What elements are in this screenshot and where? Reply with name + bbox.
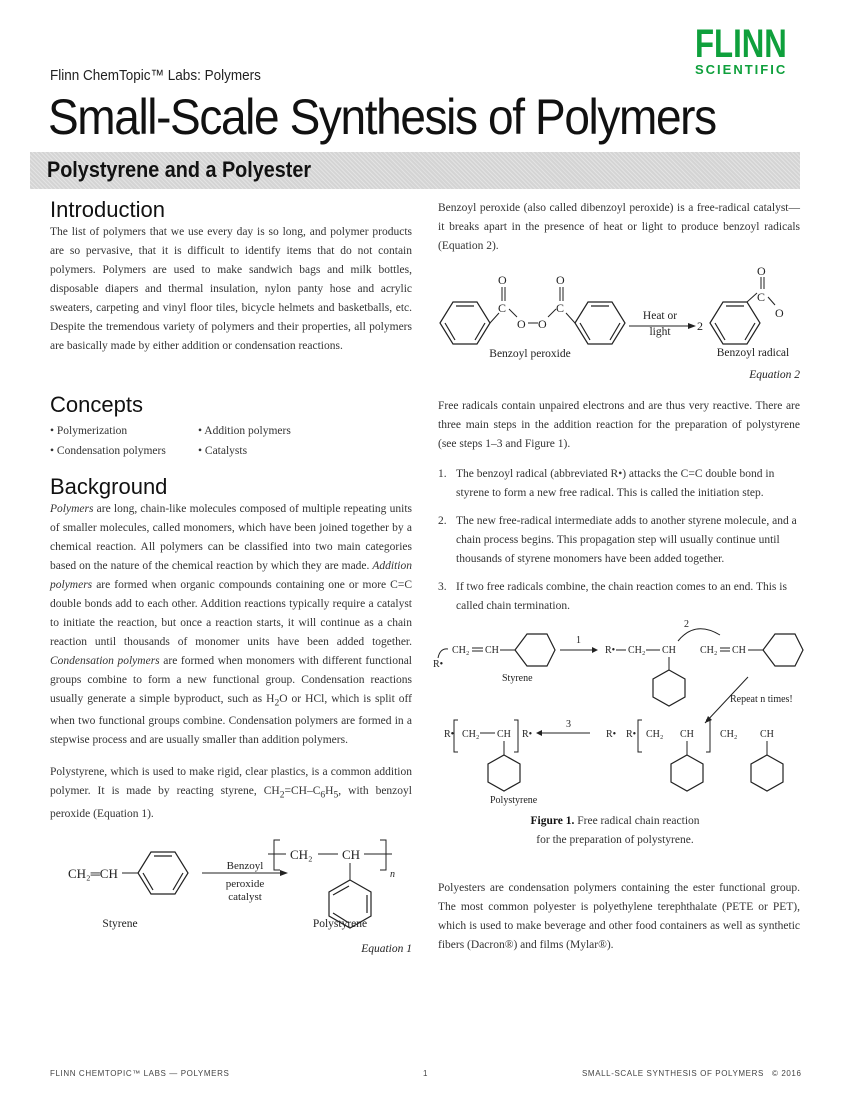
svg-text:Benzoyl: Benzoyl: [226, 860, 264, 872]
benzene-ring-icon: [138, 852, 188, 894]
svg-text:Polystyrene: Polystyrene: [490, 795, 538, 806]
background-section: [50, 474, 413, 824]
svg-text:O: O: [757, 265, 766, 278]
svg-text:CH₂: CH₂: [646, 729, 664, 740]
svg-text:R•: R•: [606, 729, 617, 740]
svg-text:CH₂: CH₂: [290, 847, 313, 862]
page-number: 1: [423, 1069, 429, 1078]
svg-text:CH: CH: [680, 729, 694, 740]
svg-text:CH₂: CH₂: [452, 645, 470, 656]
svg-text:O: O: [517, 317, 526, 331]
svg-text:O: O: [538, 317, 547, 331]
benzene-ring-icon: [515, 634, 555, 666]
page-title: Small-Scale Synthesis of Polymers: [48, 89, 716, 145]
page-subtitle: Polystyrene and a Polyester: [47, 157, 312, 182]
svg-text:CH₂: CH₂: [720, 729, 738, 740]
benzene-ring-icon: [575, 302, 625, 344]
styrene-formula: CH₂═CH: [68, 866, 118, 881]
svg-text:n: n: [390, 869, 395, 880]
svg-text:R•: R•: [444, 729, 455, 740]
right-paragraph-1: Benzoyl peroxide (also called dibenzoyl peroxide) is a free-radical catalyst—it breaks apart in the presence of heat or light to produce benzoyl radicals (Equation 2).: [438, 202, 800, 252]
svg-text:Heat or: Heat or: [642, 310, 678, 322]
svg-text:2: 2: [684, 619, 689, 630]
svg-text:CH: CH: [662, 645, 676, 656]
benzene-ring-icon: [440, 302, 490, 344]
concept-item: • Addition polymers: [198, 425, 291, 437]
svg-text:R•: R•: [605, 645, 616, 656]
svg-text:3: 3: [566, 719, 571, 730]
concepts-section: [50, 392, 412, 461]
introduction-section: [50, 197, 412, 356]
benzene-ring-icon: [751, 755, 783, 791]
benzene-ring-icon: [653, 670, 685, 706]
svg-text:CH: CH: [760, 729, 774, 740]
styrene-label: Styrene: [102, 918, 138, 930]
svg-text:O: O: [498, 273, 507, 287]
svg-text:R•: R•: [626, 729, 637, 740]
benzene-ring-icon: [763, 634, 803, 666]
benzene-ring-icon: [671, 755, 703, 791]
flinn-scientific-logo: [682, 22, 800, 78]
step-item: 1. The benzoyl radical (abbreviated R•) attacks the C=C double bond in styrene to form a new free radical. This is called the initiation step.: [438, 468, 775, 499]
steps-section: [438, 397, 800, 625]
background-paragraph-2: Polystyrene, which is used to make rigid, clear plastics, is a common addition polymer. It is made by reacting styrene, $CH_2=CH-C_6H_5$, with benzoyl peroxide (Equation 1).: [50, 766, 412, 820]
figure-1-diagram: [430, 615, 810, 815]
equation-2-diagram: [435, 265, 805, 385]
benzene-ring-icon: [710, 302, 760, 344]
step-item: 3. If two free radicals combine, the chain reaction comes to an end. This is called chain termination.: [438, 581, 787, 612]
svg-text:C: C: [757, 290, 766, 304]
repeat-n-times-label: Repeat n times!: [730, 694, 793, 705]
steps-list: [438, 465, 800, 616]
concepts-heading: Concepts: [50, 392, 143, 417]
svg-text:O: O: [556, 273, 565, 287]
term-condensation-polymers: Condensation polymers: [50, 655, 160, 667]
svg-text:1: 1: [576, 635, 581, 646]
polystyrene-label: Polystyrene: [312, 918, 368, 930]
svg-text:peroxide: peroxide: [225, 878, 265, 890]
background-heading: Background: [50, 474, 168, 499]
footer-left: FLINN CHEMTOPIC™ LABS — POLYMERS: [50, 1069, 230, 1078]
svg-text:O: O: [775, 306, 784, 320]
concept-item: • Catalysts: [198, 445, 248, 457]
concept-item: • Polymerization: [50, 425, 128, 437]
svg-text:CH₂: CH₂: [700, 645, 718, 656]
concepts-list: [50, 421, 412, 461]
series-label: Flinn ChemTopic™ Labs: Polymers: [50, 67, 261, 84]
background-paragraph-1: Polymers are long, chain-like molecules composed of multiple repeating units of smaller molecules, called monomers, which have been joined together by a chemical reaction. All polymers can be classified into two main categories based on the nature of the chemical reaction by which they are made. Addition polymers are formed when organic compounds containing one or more C=C double bonds add to each other. Addition reactions typically require a catalyst to initiate the reaction, but once a reaction starts, it will continue as a chain reaction until thousands of monomer units have been added together. Condensation polymers are formed when monomers with different functional groups combine to form a new functional group. Condensation reactions usually generate a simple byproduct, such as $H_2O$ or HCl, which is split off when two functional groups combine. Condensation polymers are formed in a stepwise process and are usually smaller than addition polymers.: [50, 503, 413, 747]
benzoyl-radical-label: Benzoyl radical: [716, 347, 790, 359]
svg-text:CH: CH: [485, 645, 499, 656]
svg-text:CH₂: CH₂: [462, 729, 480, 740]
logo-flinn: FLINN: [695, 22, 788, 66]
svg-text:R•: R•: [433, 659, 444, 670]
concept-item: • Condensation polymers: [50, 445, 166, 457]
equation-2-caption: Equation 2: [749, 369, 800, 381]
introduction-text: The list of polymers that we use every day is so long, and polymer products are so pervasive, that it is difficult to identify items that do not contain polymers. Polymers are used to make sandwich bags and milk bottles, disposable diapers and thermal insulation, nylon panty hose and acrylic sweaters, carpeting and vinyl floor tiles, bicycle helmets and basketballs, etc. Despite the tremendous variety of polymers and their properties, all polymers are basically made by either addition or condensation reactions.: [50, 226, 412, 352]
svg-text:C: C: [556, 301, 565, 315]
svg-text:C: C: [498, 301, 507, 315]
svg-text:R•: R•: [522, 729, 533, 740]
footer-code: © 2016: [772, 1069, 802, 1078]
free-radicals-paragraph: Free radicals contain unpaired electrons and are thus very reactive. There are three main steps in the addition reaction for the preparation of polystyrene (see steps 1–3 and Figure 1).: [438, 400, 800, 450]
svg-text:light: light: [649, 326, 671, 338]
svg-text:CH: CH: [732, 645, 746, 656]
svg-text:CH: CH: [342, 847, 361, 862]
figure-1-caption: Figure 1. Free radical chain reaction for the preparation of polystyrene.: [530, 815, 700, 846]
footer-right: SMALL-SCALE SYNTHESIS OF POLYMERS: [582, 1069, 764, 1078]
svg-text:CH₂: CH₂: [628, 645, 646, 656]
svg-text:catalyst: catalyst: [228, 891, 262, 903]
svg-text:2: 2: [697, 319, 703, 333]
logo-scientific: SCIENTIFIC: [695, 62, 788, 77]
svg-text:CH: CH: [497, 729, 511, 740]
benzene-ring-icon: [488, 755, 520, 791]
term-addition-polymers: Addition polymers: [50, 560, 412, 591]
step-item: 2. The new free-radical intermediate adds to another styrene molecule, and a chain process begins. This propagation step will usually continue until thousands of styrene monomers have been added together.: [438, 515, 797, 565]
svg-text:Styrene: Styrene: [502, 673, 533, 684]
benzoyl-peroxide-label: Benzoyl peroxide: [489, 348, 571, 360]
subtitle-band: [30, 152, 800, 189]
term-polymers: Polymers: [50, 503, 94, 515]
equation-1-caption: Equation 1: [361, 943, 412, 955]
introduction-heading: Introduction: [50, 197, 165, 222]
equation-1-diagram: [50, 825, 420, 965]
polyesters-paragraph: Polyesters are condensation polymers containing the ester functional group. The most common polyester is polyethylene terephthalate (PETE or PET), which is used to make beverage and other food containers as well as synthetic fibers (Dacron®) and films (Mylar®).: [438, 882, 800, 951]
